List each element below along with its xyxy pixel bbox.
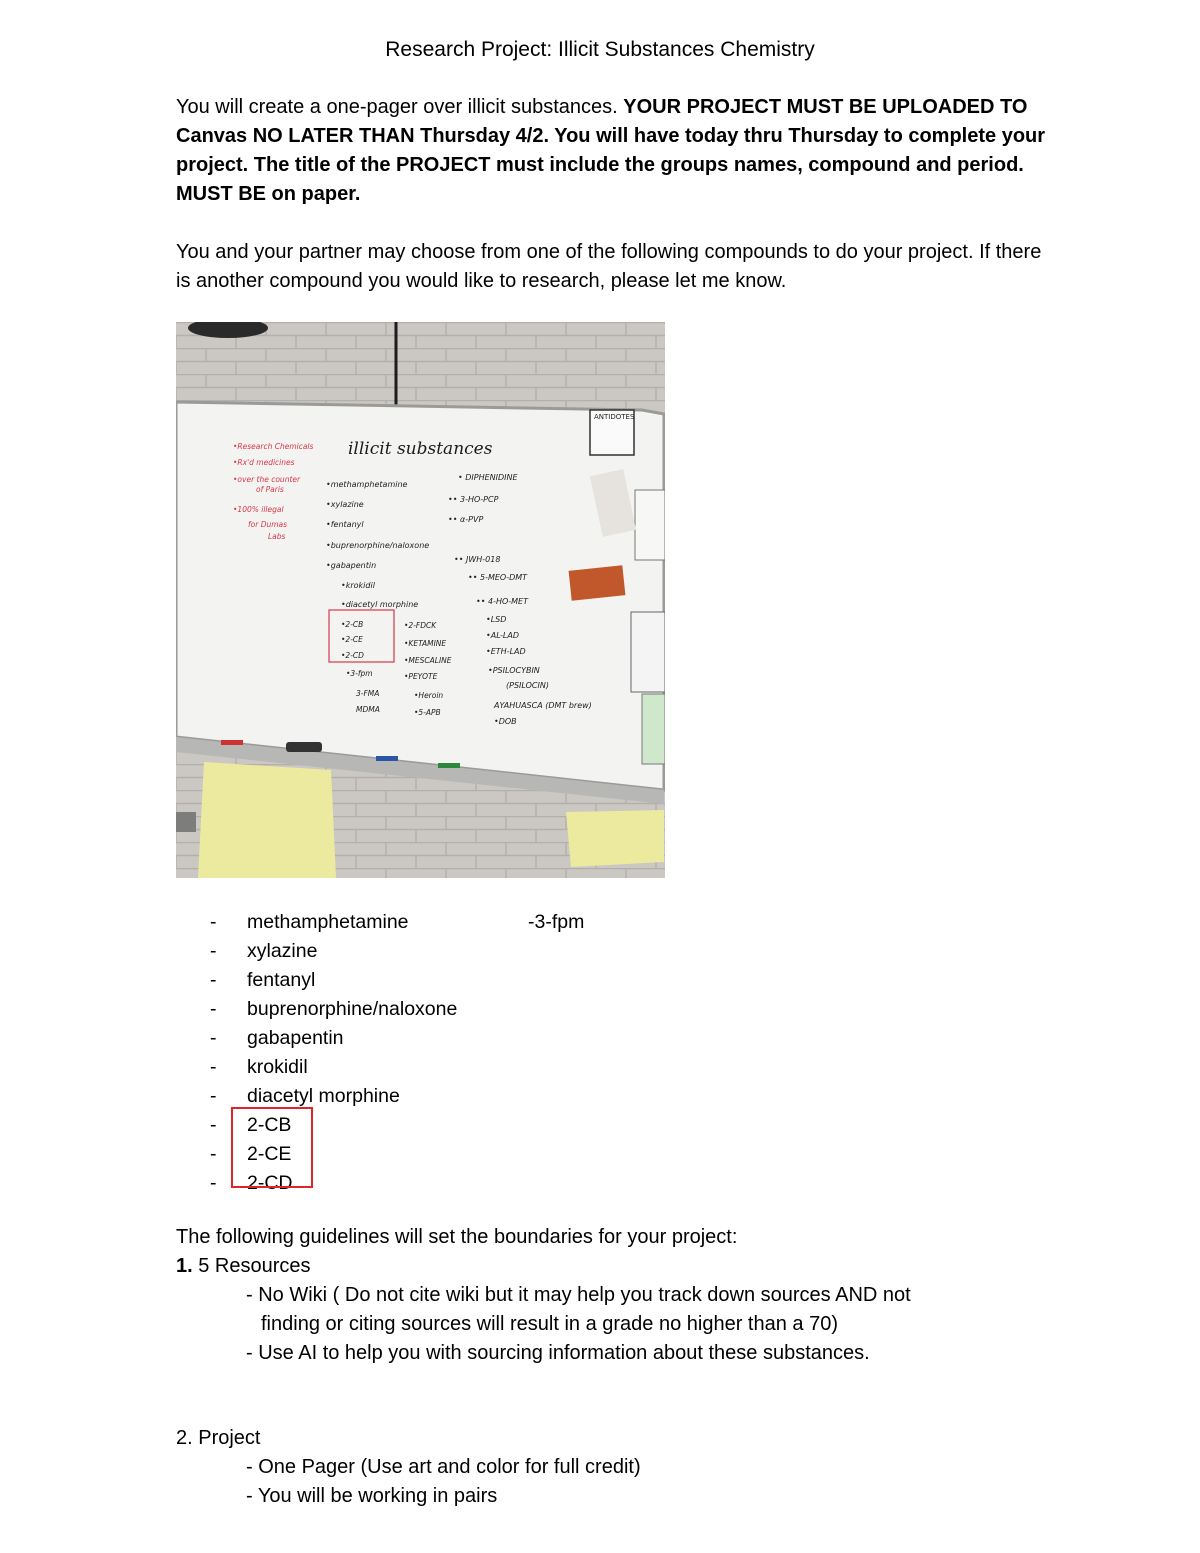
- paw-print-sign: [631, 612, 665, 692]
- list-dash: -: [210, 1056, 217, 1078]
- board-item: • DIPHENIDINE: [458, 473, 518, 482]
- list-dash: -: [210, 1027, 217, 1049]
- guideline-label: 5 Resources: [192, 1255, 311, 1277]
- guideline-sub-1: - No Wiki ( Do not cite wiki but it may help you track down sources AND not: [246, 1284, 911, 1306]
- board-item: •• 4-HO-MET: [476, 597, 528, 606]
- guideline-item-2: 2. Project: [176, 1427, 261, 1449]
- antidotes-sign-text: ANTIDOTES: [594, 413, 635, 421]
- compound-name: fentanyl: [247, 969, 316, 991]
- board-item: •2-CB: [341, 620, 364, 629]
- guideline-number: 1.: [176, 1255, 193, 1277]
- board-item: •• α-PVP: [448, 515, 484, 524]
- left-note: •Research Chemicals: [233, 442, 314, 451]
- wall-outlet: [176, 812, 196, 832]
- whiteboard-photo: [176, 322, 665, 878]
- guideline-sub-4: - You will be working in pairs: [246, 1485, 498, 1507]
- compound-name: methamphetamine: [247, 911, 409, 933]
- compound-name: 2-CB: [247, 1114, 292, 1136]
- board-item: •diacetyl morphine: [341, 600, 419, 609]
- board-item: •DOB: [494, 717, 517, 726]
- guideline-sub-2: - Use AI to help you with sourcing information about these substances.: [246, 1342, 870, 1364]
- compound-name: gabapentin: [247, 1027, 344, 1049]
- board-item: •• 5-MEO-DMT: [468, 573, 528, 582]
- board-item: 3-FMA: [356, 689, 380, 698]
- intro-bold-text: YOUR PROJECT MUST BE UPLOADED TO Canvas NO LATER THAN Thursday 4/2. You will have today thru Thursday to complete your project. The title of the PROJECT must include the groups names, compound and period. MUST BE on paper.: [176, 96, 1046, 205]
- highlight-box: [231, 1107, 313, 1188]
- marker-green: [438, 763, 460, 768]
- left-note: •100% illegal: [233, 505, 284, 514]
- board-item: (PSILOCIN): [506, 681, 549, 690]
- list-dash: -: [210, 1085, 217, 1107]
- board-item: •PEYOTE: [404, 672, 438, 681]
- board-item: •5-APB: [414, 708, 441, 717]
- list-dash: -: [210, 911, 217, 933]
- list-dash: -: [210, 969, 217, 991]
- guideline-item-1: [176, 1255, 311, 1278]
- cats-sticker: [569, 565, 626, 600]
- compound-name: 2-CD: [247, 1172, 293, 1194]
- guideline-sub-3: - One Pager (Use art and color for full credit): [246, 1456, 641, 1478]
- board-eraser: [286, 742, 322, 752]
- board-item: •• JWH-018: [454, 555, 501, 564]
- compound-extra: -3-fpm: [528, 911, 585, 933]
- board-item: •KETAMINE: [404, 639, 447, 648]
- board-item: MDMA: [356, 705, 380, 714]
- list-dash: -: [210, 940, 217, 962]
- list-dash: -: [210, 1114, 217, 1136]
- intro-plain-text: You will create a one-pager over illicit substances.: [176, 96, 624, 118]
- left-note: of Paris: [256, 485, 284, 494]
- board-item: •2-FDCK: [404, 621, 437, 630]
- left-note: Labs: [268, 532, 286, 541]
- guideline-sub-1-cont: finding or citing sources will result in a grade no higher than a 70): [261, 1313, 838, 1335]
- board-item: •krokidil: [341, 581, 375, 590]
- board-item: •ETH-LAD: [486, 647, 526, 656]
- board-item: •2-CE: [341, 635, 363, 644]
- left-note: •over the counter: [233, 475, 301, 484]
- board-heading: illicit substances: [348, 439, 493, 459]
- list-dash: -: [210, 998, 217, 1020]
- list-dash: -: [210, 1172, 217, 1194]
- green-note: [642, 694, 665, 764]
- page-title: Research Project: Illicit Substances Chemistry: [385, 38, 815, 61]
- board-item: •• 3-HO-PCP: [448, 495, 499, 504]
- marker-blue: [376, 756, 398, 761]
- compound-name: krokidil: [247, 1056, 308, 1078]
- board-item: •gabapentin: [326, 561, 377, 570]
- list-dash: -: [210, 1143, 217, 1165]
- board-item: •2-CD: [341, 651, 364, 660]
- choose-paragraph: You and your partner may choose from one of the following compounds to do your project. If there is another compound you would like to research, please let me know.: [176, 241, 1042, 292]
- left-note: for Dumas: [248, 520, 288, 529]
- board-item: •methamphetamine: [326, 480, 408, 489]
- board-item: •Heroin: [414, 691, 444, 700]
- board-item: •MESCALINE: [404, 656, 452, 665]
- guidelines-intro: The following guidelines will set the boundaries for your project:: [176, 1226, 738, 1248]
- yellow-handout-left: [198, 762, 336, 878]
- left-note: •Rx'd medicines: [233, 458, 295, 467]
- board-item: •fentanyl: [326, 520, 364, 529]
- compound-name: xylazine: [247, 940, 318, 962]
- intro-paragraph: [176, 93, 1046, 209]
- board-item: •LSD: [486, 615, 507, 624]
- board-item: •PSILOCYBIN: [488, 666, 540, 675]
- yellow-handout-right: [566, 810, 664, 867]
- compound-name: diacetyl morphine: [247, 1085, 400, 1107]
- board-item: •buprenorphine/naloxone: [326, 541, 430, 550]
- board-item: •xylazine: [326, 500, 364, 509]
- compound-name: 2-CE: [247, 1143, 292, 1165]
- board-item: AYAHUASCA (DMT brew): [494, 701, 592, 710]
- board-item: •3-fpm: [346, 669, 373, 678]
- posted-note-1: [635, 490, 665, 560]
- whiteboard-illustration: [176, 322, 665, 878]
- marker-red: [221, 740, 243, 745]
- board-item: •AL-LAD: [486, 631, 520, 640]
- compound-name: buprenorphine/naloxone: [247, 998, 458, 1020]
